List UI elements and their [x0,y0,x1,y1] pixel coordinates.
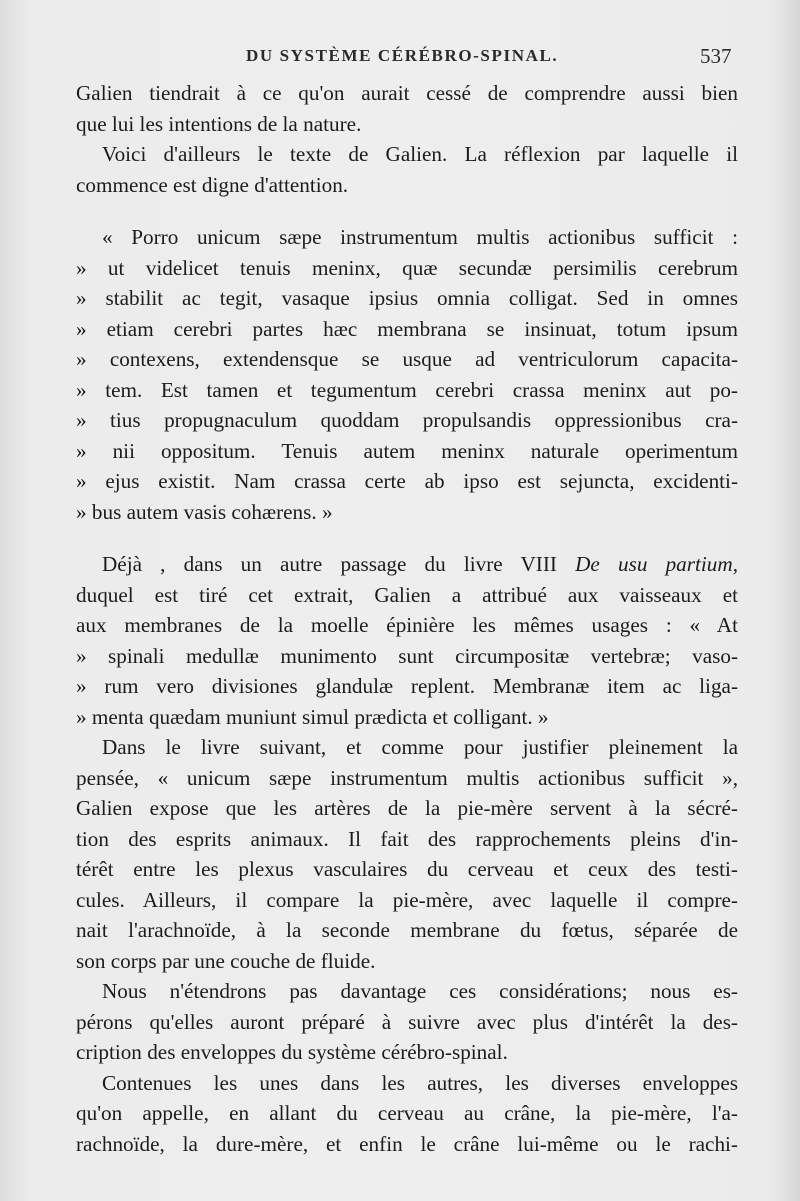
spacer [76,200,738,222]
text-line: cules. Ailleurs, il compare la pie-mère, avec laquelle il compre- [76,887,738,912]
quote-line: » tem. Est tamen et tegumentum cerebri crassa meninx aut po- [76,377,738,402]
text-line: Galien tiendrait à ce qu'on aurait cessé de comprendre aussi bien [76,81,738,105]
text-line: duquel est tiré cet extrait, Galien a attribué aux vaisseaux et [76,582,738,607]
quote-line: « Porro unicum sæpe instrumentum multis actionibus sufficit : [102,225,738,249]
text-line: » spinali medullæ munimento sunt circumpositæ vertebræ; vaso- [76,643,738,668]
quote-line: » nii oppositum. Tenuis autem meninx naturale operimentum [76,438,738,463]
text-line: tion des esprits animaux. Il fait des rapprochements pleins d'in- [76,826,738,851]
quote-line: » bus autem vasis cohærens. » [76,499,333,524]
text-line: » menta quædam muniunt simul prædicta et colligant. » [76,704,549,729]
text-line: Voici d'ailleurs le texte de Galien. La réflexion par laquelle il [102,142,738,166]
latin-quotation [76,222,738,527]
quote-line: » contexens, extendensque se usque ad ventriculorum capacita- [76,347,738,371]
body-text [76,78,738,1159]
running-title: DU SYSTÈME CÉRÉBRO-SPINAL. [246,46,559,65]
text-line: rachnoïde, la dure-mère, et enfin le crâne lui-même ou le rachi- [76,1131,738,1156]
page-header [0,44,800,74]
quote-line: » etiam cerebri partes hæc membrana se insinuat, totum ipsum [76,316,738,341]
text-line: nait l'arachnoïde, à la seconde membrane du fœtus, séparée de [76,918,738,942]
paragraph [76,78,738,139]
paragraph [76,732,738,976]
text-run: , [732,552,738,576]
text-line: aux membranes de la moelle épinière les mêmes usages : « At [76,613,738,637]
text-line: qu'on appelle, en allant du cerveau au crâne, la pie-mère, l'a- [76,1101,738,1125]
paragraph [76,549,738,732]
quote-line: » ejus existit. Nam crassa certe ab ipso est sejuncta, excidenti- [76,469,738,493]
text-line: » rum vero divisiones glandulæ replent. Membranæ item ac liga- [76,674,738,698]
page-number: 537 [700,44,732,68]
paragraph [76,139,738,200]
quote-line: » stabilit ac tegit, vasaque ipsius omnia colligat. Sed in omnes [76,286,738,310]
text-line: Dans le livre suivant, et comme pour justifier pleinement la [102,735,738,759]
text-line: pérons qu'elles auront préparé à suivre avec plus d'intérêt la des- [76,1009,738,1034]
text-run: Déjà , dans un autre passage du livre VIII [102,552,576,576]
paragraph [76,1068,738,1160]
text-line [76,549,738,580]
text-line: Galien expose que les artères de la pie-mère servent à la sécré- [76,796,738,820]
book-title: De usu partium [575,552,733,576]
text-line: Nous n'étendrons pas davantage ces considérations; nous es- [102,979,738,1003]
text-line: Contenues les unes dans les autres, les diverses enveloppes [102,1070,738,1095]
text-line: son corps par une couche de fluide. [76,948,376,973]
text-line: cription des enveloppes du système cérébro-spinal. [76,1040,508,1064]
quote-line: » tius propugnaculum quoddam propulsandis oppressionibus cra- [76,408,738,432]
text-line: pensée, « unicum sæpe instrumentum multis actionibus sufficit », [76,765,738,790]
quote-line: » ut videlicet tenuis meninx, quæ secundæ persimilis cerebrum [76,255,738,280]
text-line: commence est digne d'attention. [76,172,349,197]
spacer [76,527,738,549]
text-line: que lui les intentions de la nature. [76,111,362,136]
text-line: térêt entre les plexus vasculaires du cerveau et ceux des testi- [76,857,738,881]
paragraph [76,976,738,1068]
